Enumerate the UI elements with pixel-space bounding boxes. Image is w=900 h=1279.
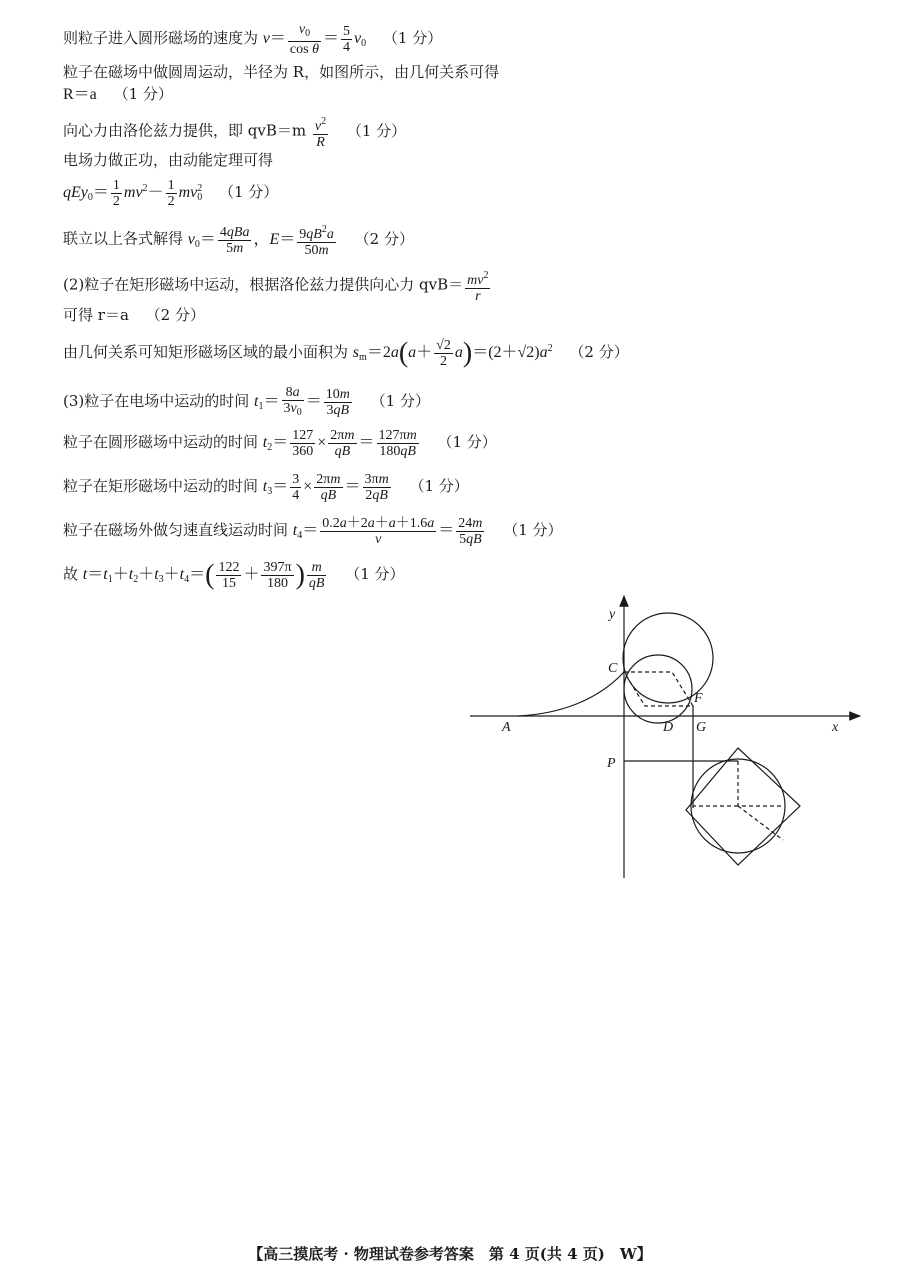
eq-text: 粒子在磁场中做圆周运动，半径为 R，如图所示，由几何关系可得 xyxy=(63,63,500,81)
eq-text: 则粒子进入圆形磁场的速度为 xyxy=(63,29,259,48)
electric-field-trajectory xyxy=(518,672,624,716)
eq-text: 粒子在磁场外做匀速直线运动时间 xyxy=(63,521,289,540)
eq-line-6 xyxy=(63,178,278,209)
formula: $v_0=$ $\frac{\text{4qBa}}{5m}$ ，E＝ $\frac{9qB^2a}{50m}$ xyxy=(187,224,334,258)
eq-line-7 xyxy=(63,222,414,258)
rect-dashed-lines xyxy=(693,761,783,840)
eq-text: 联立以上各式解得 xyxy=(63,229,184,248)
formula: $t_3=$ $\frac{3}{4}$ × $\frac{2\pi m}{qB}$ ＝ $\frac{3\pi m}{2qB}$ xyxy=(262,472,389,503)
points: （1 分） xyxy=(382,29,443,48)
rectangle-field xyxy=(686,748,800,865)
points: （2 分） xyxy=(354,229,414,248)
formula: $t=t_1+t_2+t_3+t_4=$( $\frac{122}{15}$ ＋ $\frac{397\pi}{180}$ ) $\frac{m}{qB}$ xyxy=(82,559,325,591)
points: （1 分） xyxy=(219,183,279,202)
formula: $t_2=$ $\frac{127}{360}$ × $\frac{2\pi m}{qB}$ ＝ $\frac{127\pi m}{180qB}$ xyxy=(262,428,417,459)
eq-line-10 xyxy=(63,338,629,369)
label-x: x xyxy=(832,720,839,735)
small-circle xyxy=(624,655,692,723)
eq-line-4 xyxy=(63,114,406,150)
eq-text: 电场力做正功，由动能定理可得 xyxy=(63,151,274,169)
eq-line-11 xyxy=(63,385,430,420)
label-c: C xyxy=(608,661,618,676)
points: （1 分） xyxy=(345,565,405,584)
eq-line-14 xyxy=(63,516,563,547)
label-g: G xyxy=(696,720,707,735)
page-footer: 【高三摸底考 · 物理试卷参考答案 第 4 页(共 4 页) W】 xyxy=(248,1245,652,1263)
formula: $t_4=$ $\frac{0.2a+2a+a+1.6a}{v}$ ＝ $\frac{24m}{5qB}$ xyxy=(292,516,483,547)
eq-text: R＝a xyxy=(63,86,97,103)
label-y: y xyxy=(609,607,616,622)
eq-text: 故 xyxy=(63,565,79,584)
eq-text: 由几何关系可知矩形磁场区域的最小面积为 xyxy=(63,343,349,362)
formula: $\frac{mv^2}{r}$ xyxy=(467,270,489,304)
eq-text: 向心力由洛伦兹力提供，即 qvB＝m xyxy=(63,121,307,140)
eq-line-12 xyxy=(63,428,497,459)
points: （1 分） xyxy=(437,433,497,452)
points: （1 分） xyxy=(409,477,469,496)
formula: v＝ $\frac{v_0}{\text{cos θ}}$ ＝ $\frac{5}{4}$ $v_0$ xyxy=(262,22,367,57)
eq-line-5 xyxy=(63,150,273,170)
points: （1 分） xyxy=(503,521,563,540)
label-a: A xyxy=(502,720,511,735)
points: （1 分） xyxy=(346,121,407,140)
eq-line-2 xyxy=(63,62,499,82)
label-f: F xyxy=(694,691,703,706)
eq-line-8 xyxy=(63,268,492,304)
label-d: D xyxy=(663,720,674,735)
eq-text: 粒子在圆形磁场中运动的时间 xyxy=(63,433,259,452)
points: （1 分） xyxy=(370,392,430,411)
formula: $\frac{v^2}{R}$ xyxy=(314,116,327,150)
eq-text: 可得 r＝a xyxy=(63,306,129,324)
formula: qEy$_0$＝ $\frac{1}{2}$ $mv^2-$ $\frac{1}{2}$ $mv_0^2$ xyxy=(63,178,203,209)
formula: $s_m=2a(a+$ $\frac{√2}{2}$ $a)=(2+√2)a^2$ xyxy=(352,337,553,369)
eq-line-1 xyxy=(63,22,442,57)
rect-inner-circle xyxy=(691,759,785,853)
eq-text: (3)粒子在电场中运动的时间 xyxy=(63,392,250,411)
label-p: P xyxy=(607,756,616,771)
points: （2 分） xyxy=(145,306,205,324)
eq-line-3 xyxy=(63,84,173,105)
points: （1 分） xyxy=(113,85,173,103)
eq-text: 粒子在矩形磁场中运动的时间 xyxy=(63,477,259,496)
eq-text: (2)粒子在矩形磁场中运动，根据洛伦兹力提供向心力 qvB＝ xyxy=(63,275,464,294)
points: （2 分） xyxy=(569,343,629,362)
formula: $t_1=$ $\frac{8a}{3v_0}$ ＝ $\frac{10m}{3qB}$ xyxy=(254,385,350,418)
dashed-rhombus xyxy=(624,672,693,706)
large-circle xyxy=(623,613,713,703)
eq-line-13 xyxy=(63,472,469,503)
eq-line-9 xyxy=(63,305,205,325)
eq-line-15 xyxy=(63,560,405,591)
